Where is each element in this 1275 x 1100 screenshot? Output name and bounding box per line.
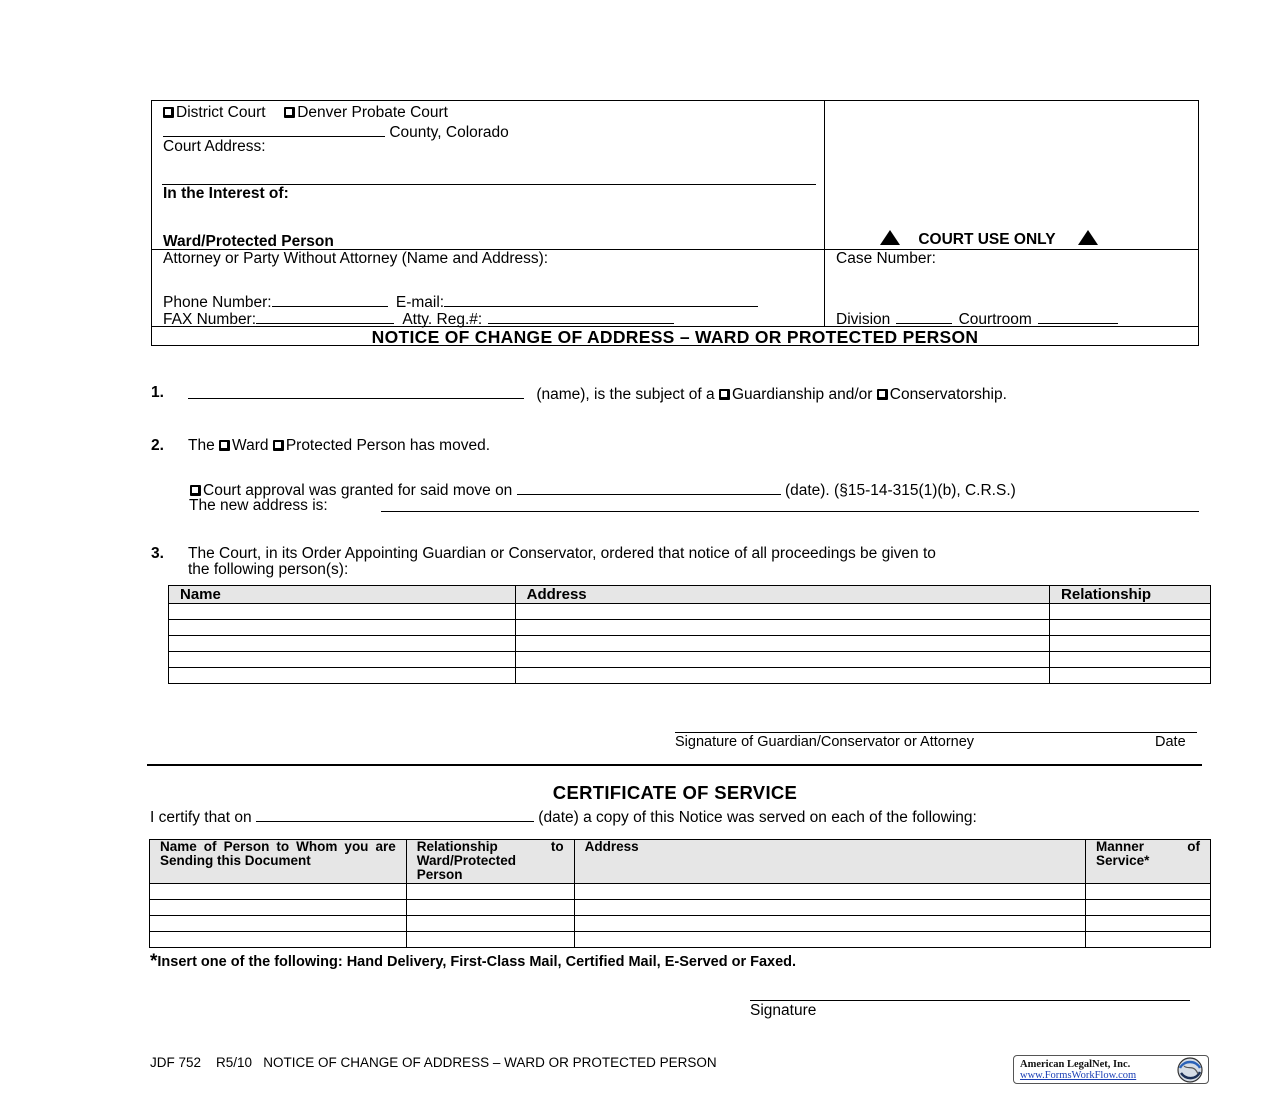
logo-url[interactable]: www.FormsWorkFlow.com: [1020, 1070, 1137, 1081]
division-blank[interactable]: [896, 309, 952, 324]
court-approval-label: Court approval was granted for said move on: [203, 482, 513, 499]
table-cell[interactable]: [406, 932, 574, 948]
certificate-title: CERTIFICATE OF SERVICE: [552, 782, 798, 803]
certify-row: [150, 807, 977, 827]
form-id-footer: JDF 752 R5/10 NOTICE OF CHANGE OF ADDRESS – WARD OR PROTECTED PERSON: [150, 1055, 717, 1070]
item-3-line-1: The Court, in its Order Appointing Guardian or Conservator, ordered that notice of all proceedings be given to: [188, 545, 936, 562]
table-cell[interactable]: [169, 636, 516, 652]
table-row: [150, 900, 1211, 916]
notice-persons-table: [168, 585, 1211, 684]
table-cell[interactable]: [574, 932, 1085, 948]
table-cell[interactable]: [1086, 900, 1211, 916]
court-approval-checkbox[interactable]: [190, 485, 201, 496]
conservatorship-label: Conservatorship.: [889, 386, 1007, 403]
table-cell[interactable]: [1086, 932, 1211, 948]
phone-label: Phone Number:: [163, 294, 272, 311]
signature-date-label: Date: [1155, 734, 1186, 750]
col-person-header: [150, 840, 407, 884]
col-address-header: [574, 840, 1085, 884]
table-cell[interactable]: [150, 884, 407, 900]
caption-vertical-divider: [824, 100, 825, 326]
col-address-header: Address: [515, 586, 1049, 604]
table-cell[interactable]: [574, 900, 1085, 916]
table-row: [169, 636, 1211, 652]
table-cell[interactable]: [1050, 636, 1211, 652]
table-cell[interactable]: [1050, 604, 1211, 620]
col-manner-header-text: Manner of Service*: [1096, 839, 1200, 868]
server-signature-label: Signature: [750, 1002, 817, 1019]
item-1-number: 1.: [151, 384, 164, 401]
table-cell[interactable]: [1050, 652, 1211, 668]
footnote-asterisk: *: [150, 951, 158, 972]
item-3-line-2: the following person(s):: [188, 561, 349, 578]
new-address-line[interactable]: [381, 511, 1199, 512]
table-row: [169, 668, 1211, 684]
table-cell[interactable]: [169, 620, 516, 636]
col-person-header-text: Name of Person to Whom you are Sending this Document: [160, 839, 396, 868]
table-row: [150, 916, 1211, 932]
up-triangle-icon: [880, 230, 900, 245]
server-signature-line[interactable]: [750, 1000, 1190, 1001]
form-title: NOTICE OF CHANGE OF ADDRESS – WARD OR PROTECTED PERSON: [371, 327, 979, 347]
col-address-header-text: Address: [584, 839, 639, 854]
email-label: E-mail:: [395, 294, 445, 311]
ward-label: Ward: [232, 437, 269, 454]
county-blank[interactable]: [163, 122, 385, 137]
item-2-the: The: [188, 437, 215, 454]
court-selection-row: [163, 104, 448, 122]
division-row: [836, 309, 1118, 329]
item-3-number: 3.: [151, 545, 164, 562]
table-cell[interactable]: [169, 604, 516, 620]
guardian-signature-line[interactable]: [675, 732, 1197, 733]
protected-person-label: Protected Person has moved.: [285, 437, 491, 454]
courtroom-blank[interactable]: [1038, 309, 1118, 324]
table-cell[interactable]: [1050, 668, 1211, 684]
division-label: Division: [836, 311, 891, 328]
fax-atty-row: [163, 309, 674, 329]
table-row: [169, 652, 1211, 668]
guardianship-checkbox[interactable]: [719, 389, 730, 400]
ward-protected-label: Ward/Protected Person: [163, 233, 334, 250]
courtroom-label: Courtroom: [958, 311, 1032, 328]
item-1-text: (name), is the subject of a: [536, 386, 715, 403]
logo-name: American LegalNet, Inc.: [1020, 1059, 1131, 1070]
atty-reg-label: Atty. Reg.#:: [402, 311, 483, 328]
col-relation-header: [406, 840, 574, 884]
fax-blank[interactable]: [256, 309, 394, 324]
table-row: [169, 604, 1211, 620]
conservatorship-checkbox[interactable]: [877, 389, 888, 400]
email-blank[interactable]: [444, 292, 758, 307]
fax-label: FAX Number:: [163, 311, 257, 328]
denver-probate-checkbox[interactable]: [284, 107, 295, 118]
case-number-label: Case Number:: [836, 250, 936, 267]
up-triangle-icon: [1078, 230, 1098, 245]
item-1-row: [188, 384, 1007, 404]
subject-name-blank[interactable]: [188, 384, 524, 399]
table-cell[interactable]: [515, 668, 1049, 684]
col-relationship-header: Relationship: [1050, 586, 1211, 604]
manner-footnote: [150, 951, 796, 973]
guardianship-label: Guardianship and/or: [731, 386, 873, 403]
table-cell[interactable]: [1050, 620, 1211, 636]
approval-date-blank[interactable]: [517, 480, 781, 495]
table-cell[interactable]: [406, 916, 574, 932]
table-cell[interactable]: [150, 916, 407, 932]
court-address-label: Court Address:: [163, 138, 266, 155]
footnote-text: Insert one of the following: Hand Delivery, First-Class Mail, Certified Mail, E-Served or Faxed.: [157, 954, 797, 970]
new-address-label: The new address is:: [189, 497, 328, 514]
item-2-number: 2.: [151, 437, 164, 454]
phone-blank[interactable]: [272, 292, 388, 307]
approval-date-ref: (date). (§15-14-315(1)(b), C.R.S.): [784, 482, 1016, 499]
table-cell[interactable]: [406, 900, 574, 916]
court-use-only: [880, 230, 1098, 249]
col-manner-header: [1086, 840, 1211, 884]
protected-person-checkbox[interactable]: [273, 440, 284, 451]
table-row: [150, 932, 1211, 948]
table-cell[interactable]: [515, 636, 1049, 652]
denver-probate-label: Denver Probate Court: [297, 104, 448, 121]
service-table: [149, 839, 1211, 948]
district-court-checkbox[interactable]: [163, 107, 174, 118]
globe-icon: [1172, 1056, 1208, 1084]
certify-text-a: I certify that on: [150, 809, 252, 826]
table-cell[interactable]: [1086, 884, 1211, 900]
table-row: [150, 884, 1211, 900]
certify-text-b: (date) a copy of this Notice was served on each of the following:: [538, 809, 977, 826]
table-cell[interactable]: [150, 900, 407, 916]
in-interest-label: In the Interest of:: [163, 185, 289, 202]
table-cell[interactable]: [515, 652, 1049, 668]
item-2-row: [188, 437, 490, 455]
atty-reg-blank[interactable]: [488, 309, 674, 324]
table-cell[interactable]: [150, 932, 407, 948]
table-cell[interactable]: [574, 884, 1085, 900]
table-row: [169, 620, 1211, 636]
table-cell[interactable]: [406, 884, 574, 900]
ward-checkbox[interactable]: [219, 440, 230, 451]
attorney-label: Attorney or Party Without Attorney (Name and Address):: [163, 250, 549, 267]
publisher-logo: [1013, 1055, 1209, 1084]
court-use-only-label: COURT USE ONLY: [918, 231, 1056, 248]
table-cell[interactable]: [574, 916, 1085, 932]
table-cell[interactable]: [169, 652, 516, 668]
table-cell[interactable]: [1086, 916, 1211, 932]
guardian-signature-label: Signature of Guardian/Conservator or Attorney: [675, 734, 975, 750]
certify-date-blank[interactable]: [256, 807, 534, 822]
county-label: County, Colorado: [389, 124, 509, 141]
col-name-header: Name: [169, 586, 516, 604]
section-divider: [147, 764, 1202, 766]
col-relation-header-text: Relationship to Ward/Protected Person: [416, 839, 564, 882]
table-cell[interactable]: [515, 604, 1049, 620]
table-cell[interactable]: [515, 620, 1049, 636]
table-cell[interactable]: [169, 668, 516, 684]
district-court-label: District Court: [176, 104, 266, 121]
